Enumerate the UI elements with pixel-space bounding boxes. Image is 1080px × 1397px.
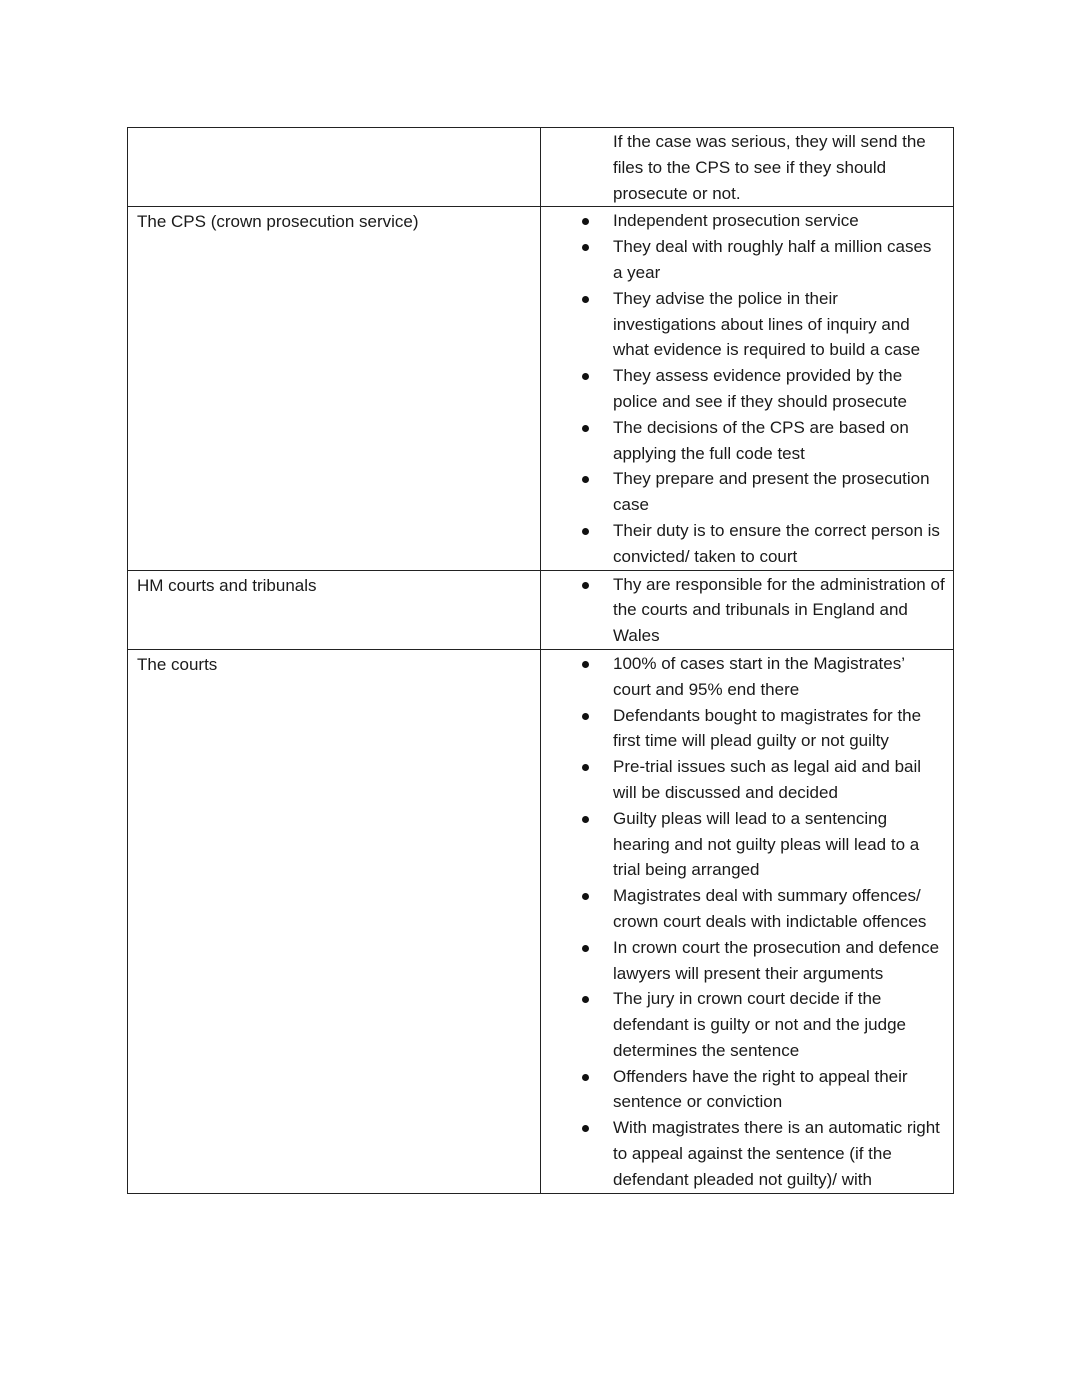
notes-table — [127, 127, 954, 1194]
bullet-list — [541, 207, 953, 569]
list-item: Independent prosecution service — [541, 208, 953, 234]
row-label-cell — [128, 128, 541, 207]
row-label-cell — [128, 649, 541, 1193]
list-item: They assess evidence provided by the police and see if they should prosecute — [541, 363, 953, 415]
list-item: Offenders have the right to appeal their sentence or conviction — [541, 1064, 953, 1116]
table-row-courts — [128, 649, 954, 1193]
row-label: HM courts and tribunals — [137, 575, 317, 595]
list-item: Defendants bought to magistrates for the first time will plead guilty or not guilty — [541, 703, 953, 755]
row-content-cell — [541, 649, 954, 1193]
list-item: Thy are responsible for the administration of the courts and tribunals in England and Wales — [541, 572, 953, 649]
row-label — [128, 128, 540, 130]
table-row-cps — [128, 207, 954, 570]
list-item: Their duty is to ensure the correct person is convicted/ taken to court — [541, 518, 953, 570]
row-content-cell — [541, 570, 954, 649]
list-item: The decisions of the CPS are based on applying the full code test — [541, 415, 953, 467]
bullet-list — [541, 571, 953, 649]
bullet-list — [541, 650, 953, 1193]
row-label-cell — [128, 207, 541, 570]
table-row-continuation — [128, 128, 954, 207]
row-content-cell — [541, 128, 954, 207]
continuation-text: If the case was serious, they will send the files to the CPS to see if they should prosecute or not. — [613, 132, 926, 203]
list-item: They prepare and present the prosecution case — [541, 466, 953, 518]
list-item: They deal with roughly half a million cases a year — [541, 234, 953, 286]
list-item: In crown court the prosecution and defence lawyers will present their arguments — [541, 935, 953, 987]
row-label-cell — [128, 570, 541, 649]
row-content-cell — [541, 207, 954, 570]
list-item: Pre-trial issues such as legal aid and bail will be discussed and decided — [541, 754, 953, 806]
table-row-hm-courts — [128, 570, 954, 649]
list-item: The jury in crown court decide if the defendant is guilty or not and the judge determines the sentence — [541, 986, 953, 1063]
row-label: The courts — [137, 654, 218, 674]
list-item: They advise the police in their investigations about lines of inquiry and what evidence is required to build a case — [541, 286, 953, 363]
list-item: 100% of cases start in the Magistrates’ court and 95% end there — [541, 651, 953, 703]
row-label: The CPS (crown prosecution service) — [137, 212, 419, 232]
list-item: Magistrates deal with summary offences/ crown court deals with indictable offences — [541, 883, 953, 935]
list-item: With magistrates there is an automatic right to appeal against the sentence (if the defendant pleaded not guilty)/ with — [541, 1115, 953, 1192]
list-item: Guilty pleas will lead to a sentencing hearing and not guilty pleas will lead to a trial being arranged — [541, 806, 953, 883]
